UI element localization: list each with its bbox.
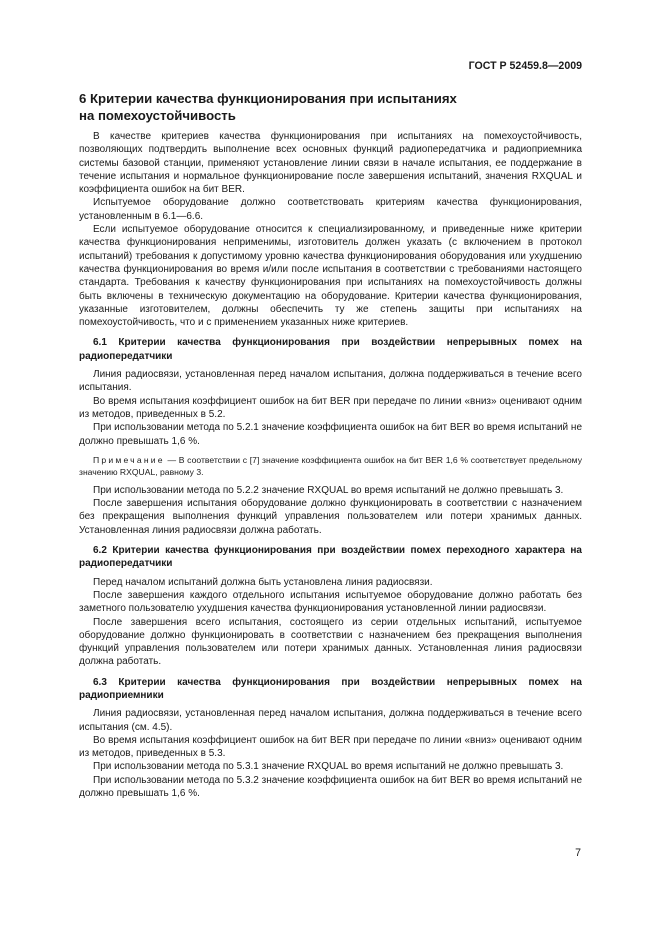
section-title-line-1: 6 Критерии качества функционирования при испытаниях (79, 91, 457, 106)
paragraph: Во время испытания коэффициент ошибок на бит BER при передаче по линии «вниз» оценивают одним из методов, приведенных в 5.2. (79, 395, 582, 420)
document-code: ГОСТ Р 52459.8—2009 (468, 60, 582, 72)
paragraph: После завершения каждого отдельного испытания испытуемое оборудование должно работать без заметного пользователю ухудшения качества функционирования установленной линии радиосвязи. (79, 589, 582, 615)
paragraph: После завершения всего испытания, состоящего из серии отдельных испытаний, испытуемое оборудование должно функционировать в соответствии с назначением без прекращения выполнения функций управления пользователем или потери хранимых данных. Установленная линия радиосвязи должна работать. (79, 616, 582, 668)
page-number: 7 (575, 847, 581, 859)
paragraph: Во время испытания коэффициент ошибок на бит BER при передаче по линии «вниз» оценивают одним из методов, приведенных в 5.3. (79, 734, 582, 760)
paragraph: Линия радиосвязи, установленная перед началом испытания, должна поддерживаться в течение всего испытания. (79, 369, 582, 394)
subsection-6-1-title: 6.1 Критерии качества функционирования при воздействии непрерывных помех на радиопередатчики (79, 337, 582, 362)
paragraph: После завершения испытания оборудование должно функционировать в соответствии с назначением без прекращения выполнения функций управления пользователем или потери хранимых данных. Установленная линия радиосвязи должна работать. (79, 498, 582, 536)
paragraph: При использовании метода по 5.2.1 значение коэффициента ошибок на бит BER во время испытаний не должно превышать 1,6 %. (79, 422, 583, 447)
page-content (79, 90, 582, 800)
subsection-6-3-title: 6.3 Критерии качества функционирования при воздействии непрерывных помех на радиоприемники (79, 676, 582, 701)
subsection-6-2-title: 6.2 Критерии качества функционирования при воздействии помех переходного характера на радиопередатчики (79, 545, 582, 570)
section-title-line-2: на помехоустойчивость (79, 108, 236, 123)
paragraph: При использовании метода по 5.3.2 значение коэффициента ошибок на бит BER во время испытаний не должно превышать 1,6 %. (79, 774, 583, 800)
paragraph: Перед началом испытаний должна быть установлена линия радиосвязи. (93, 576, 433, 588)
section-title (79, 90, 582, 124)
note-text: — В соответствии с [7] значение коэффициента ошибок на бит BER 1,6 % соответствует предельному значению RXQUAL, равному 3. (79, 454, 582, 477)
paragraph: Испытуемое оборудование должно соответствовать критериям качества функционирования, установленным в 6.1—6.6. (79, 197, 582, 222)
note (79, 454, 582, 478)
paragraph: Линия радиосвязи, установленная перед началом испытания, должна поддерживаться в течение всего испытания (см. 4.5). (79, 708, 582, 733)
paragraph: Если испытуемое оборудование относится к специализированному, и приведенные ниже критерии качества функционирования неприменимы, изготовитель должен указать (с включением в протокол испытаний) требования к допустимому уровню качества функционирования оборудования или ухудшению качества функционирования во время и/или после испытания в соответствии с требованиями настоящего стандарта. Требования к качеству функционирования при испытаниях на помехоустойчивость должны быть включены в техническую документацию на оборудование. Критерии качества функционирования, указанные изготовителем, должны обеспечить ту же степень защиты при испытаниях на помехоустойчивость, что и с применением указанных ниже критериев. (79, 224, 582, 329)
paragraph: При использовании метода по 5.3.1 значение RXQUAL во время испытаний не должно превышать 3. (93, 761, 564, 773)
paragraph: В качестве критериев качества функционирования при испытаниях на помехоустойчивость, позволяющих подтвердить выполнение всех основных функций радиопередатчика и радиоприемника системы базовой станции, применяют установление линии связи в начале испытания, ее поддержание в течение испытания и нормальное функционирование после завершения испытаний, значения RXQUAL и коэффициента ошибок на бит BER. (79, 131, 582, 196)
paragraph: При использовании метода по 5.2.2 значение RXQUAL во время испытаний не должно превышать 3. (93, 484, 564, 496)
note-label: Примечание (93, 454, 165, 465)
